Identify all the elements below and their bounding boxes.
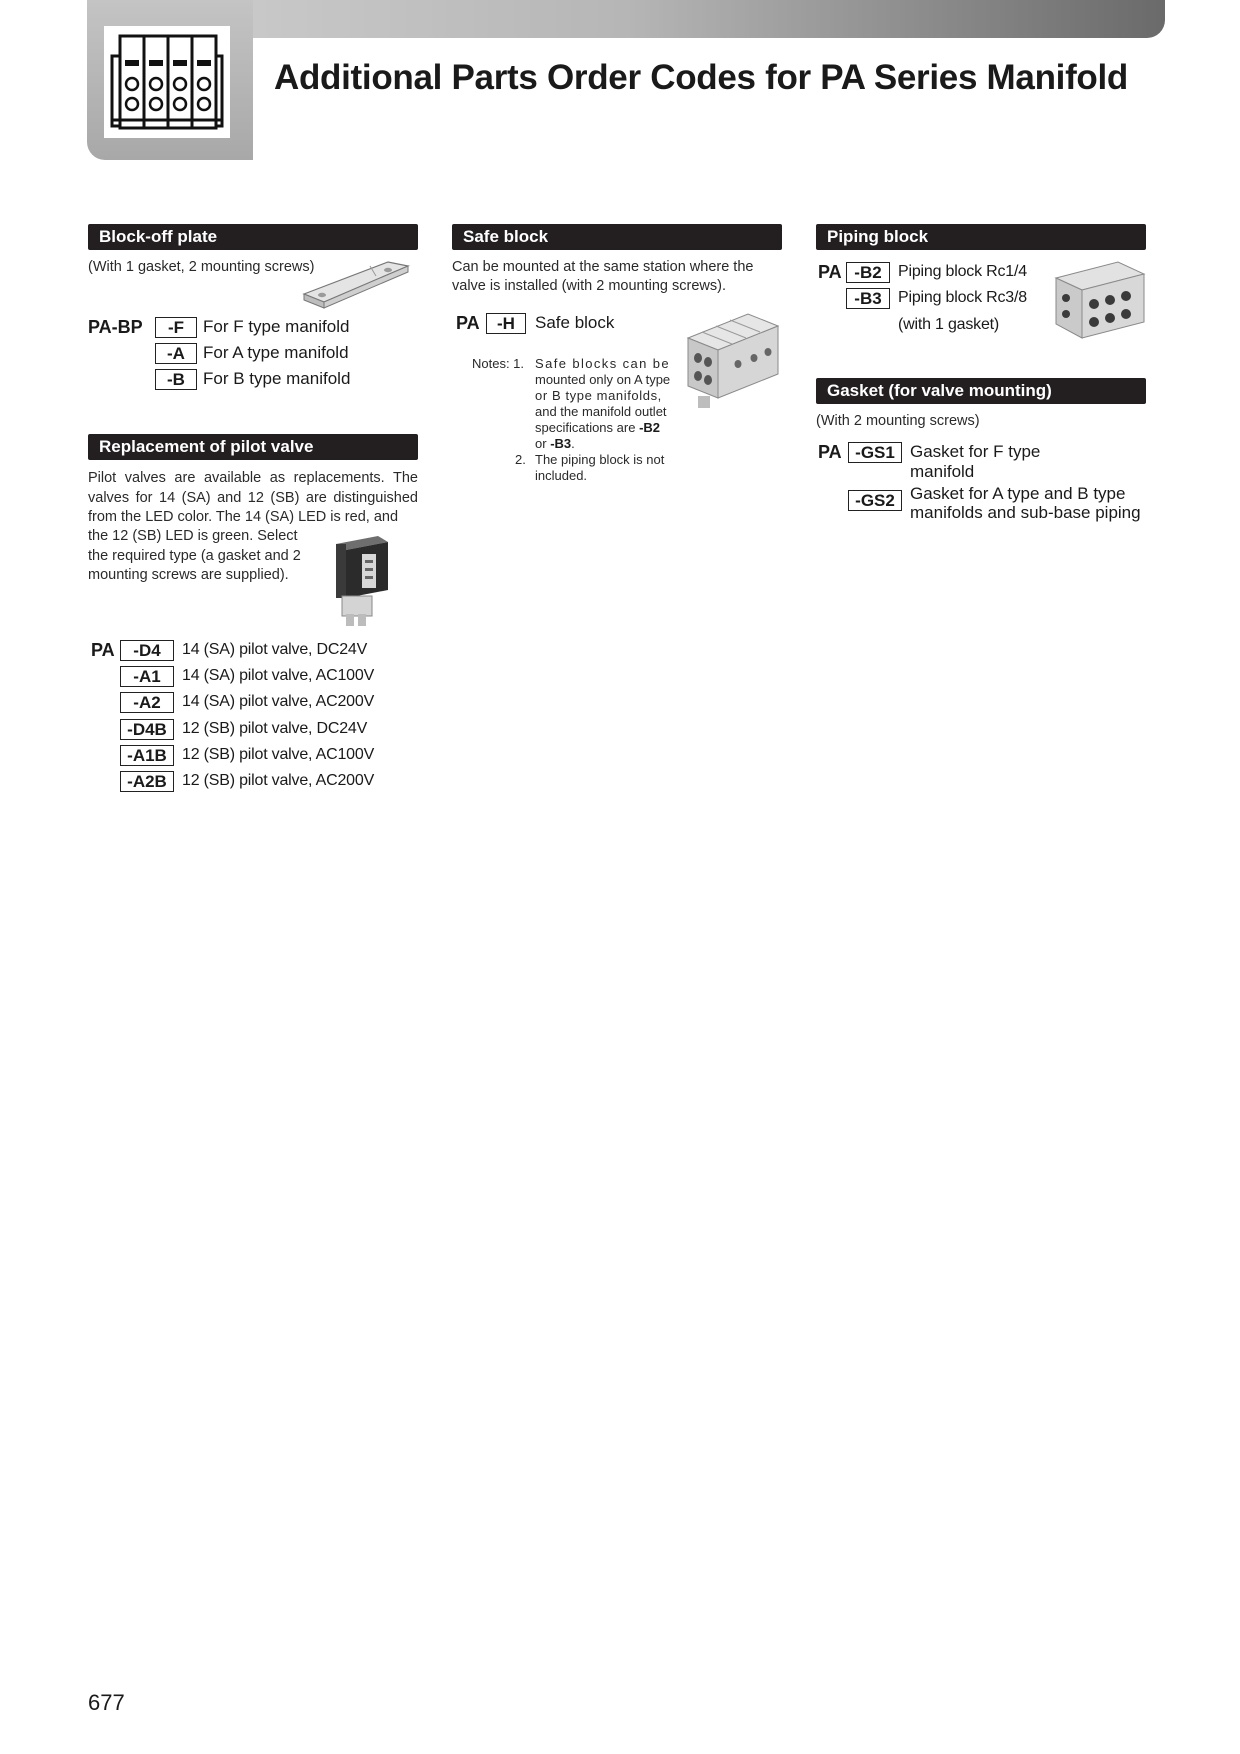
- block-off-heading: Block-off plate: [88, 224, 418, 250]
- block-off-desc-f: For F type manifold: [203, 317, 350, 336]
- note-1: [535, 356, 675, 452]
- note-code-b2: -B2: [639, 420, 661, 435]
- code-box-d4: -D4: [120, 640, 174, 661]
- block-off-desc-b: For B type manifold: [203, 369, 351, 388]
- safe-block-image: [678, 298, 782, 410]
- gasket-prefix: PA: [818, 442, 842, 462]
- piping-desc-b2: Piping block Rc1/4: [898, 263, 1027, 280]
- gasket-subtitle: (With 2 mounting screws): [816, 413, 980, 429]
- safe-prefix: PA: [456, 313, 480, 333]
- note-2: [535, 452, 675, 484]
- gasket-gs2-desc-1: Gasket for A type and B type: [910, 484, 1126, 503]
- code-box-f: -F: [155, 317, 197, 338]
- gasket-heading: Gasket (for valve mounting): [816, 378, 1146, 404]
- pilot-prefix: PA: [91, 640, 115, 660]
- pilot-paragraph-1: Pilot valves are available as replacements. The valves for 14 (SA) and 12 (SB) are distinguished from the LED color. The 14 (SA) LED is red, and: [88, 470, 418, 525]
- note-1-or: or: [535, 436, 547, 451]
- piping-prefix: PA: [818, 262, 842, 282]
- note-2-line-2: included.: [535, 468, 588, 483]
- note-2-line-1: The piping block is not: [535, 452, 665, 467]
- pilot-valve-image: [322, 530, 398, 630]
- pilot-paragraph-2: the 12 (SB) LED is green. Select the required type (a gasket and 2 mounting screws are supplied).: [88, 528, 301, 583]
- code-box-d4b: -D4B: [120, 719, 174, 740]
- note-1-line-6: [535, 436, 675, 452]
- safe-intro-line-1: Can be mounted at the same station where the: [452, 259, 754, 275]
- pilot-desc-a2: 14 (SA) pilot valve, AC200V: [182, 693, 375, 710]
- note-1-tail: specifications are: [535, 420, 636, 435]
- pilot-desc-d4: 14 (SA) pilot valve, DC24V: [182, 641, 368, 658]
- pilot-desc-a1b: 12 (SB) pilot valve, AC100V: [182, 746, 375, 763]
- code-box-b3: -B3: [846, 288, 890, 309]
- note-1-end: .: [571, 436, 575, 451]
- block-off-plate-image: [300, 258, 412, 312]
- code-box-gs2: -GS2: [848, 490, 902, 511]
- note-1-line-5: [535, 420, 675, 436]
- note-1-line-2: mounted only on A type: [535, 372, 671, 387]
- pilot-desc-d4b: 12 (SB) pilot valve, DC24V: [182, 720, 368, 737]
- block-off-subtitle: (With 1 gasket, 2 mounting screws): [88, 259, 315, 275]
- note-2-number: 2.: [515, 452, 526, 467]
- note-1-line-3: or B type manifolds,: [535, 388, 662, 403]
- gasket-gs1-desc-1: Gasket for F type: [910, 442, 1041, 461]
- notes-label: Notes: 1.: [472, 356, 525, 371]
- code-box-b: -B: [155, 369, 197, 390]
- safe-intro-line-2: valve is installed (with 2 mounting screws).: [452, 278, 726, 294]
- code-box-h: -H: [486, 313, 526, 334]
- code-box-a1b: -A1B: [120, 745, 174, 766]
- gasket-gs1-desc-2: manifold: [910, 462, 975, 481]
- pilot-heading: Replacement of pilot valve: [88, 434, 418, 460]
- block-off-desc-a: For A type manifold: [203, 343, 349, 362]
- code-box-a1: -A1: [120, 666, 174, 687]
- gasket-gs2-desc-2: manifolds and sub-base piping: [910, 503, 1141, 522]
- code-box-a: -A: [155, 343, 197, 364]
- piping-desc-b3: Piping block Rc3/8: [898, 289, 1027, 306]
- block-off-prefix: PA-BP: [88, 317, 143, 337]
- code-box-a2b: -A2B: [120, 771, 174, 792]
- piping-block-heading: Piping block: [816, 224, 1146, 250]
- note-code-b3: -B3: [550, 436, 572, 451]
- pilot-desc-a1: 14 (SA) pilot valve, AC100V: [182, 667, 375, 684]
- piping-note: (with 1 gasket): [898, 316, 1000, 333]
- code-box-a2: -A2: [120, 692, 174, 713]
- code-box-gs1: -GS1: [848, 442, 902, 463]
- note-1-line-1: Safe blocks can be: [535, 356, 671, 371]
- safe-block-heading: Safe block: [452, 224, 782, 250]
- safe-desc: Safe block: [535, 313, 615, 332]
- page-number: 677: [88, 1690, 125, 1715]
- code-box-b2: -B2: [846, 262, 890, 283]
- note-1-line-4: and the manifold outlet: [535, 404, 667, 419]
- manifold-icon: [104, 26, 230, 138]
- piping-block-image: [1052, 258, 1146, 340]
- page-title: Additional Parts Order Codes for PA Series Manifold: [274, 58, 1129, 97]
- pilot-desc-a2b: 12 (SB) pilot valve, AC200V: [182, 772, 375, 789]
